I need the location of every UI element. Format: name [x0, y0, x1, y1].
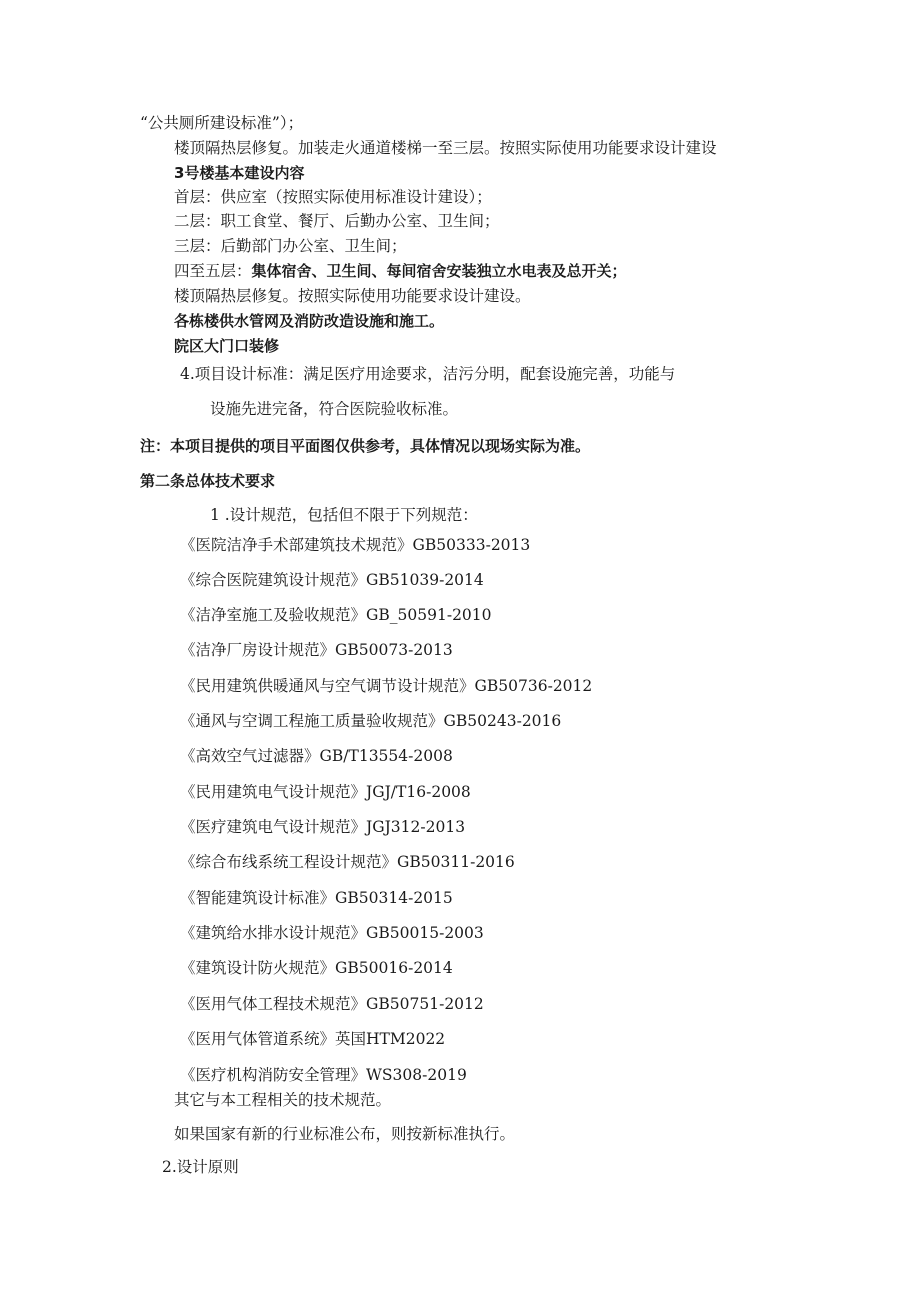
paragraph-line: 楼顶隔热层修复。加装走火通道楼梯一至三层。按照实际使用功能要求设计建设	[174, 139, 717, 157]
floor-label: 四至五层：	[174, 262, 252, 280]
section-heading: 院区大门口装修	[174, 337, 280, 355]
standard-item: 《医用气体管道系统》英国HTM2022	[180, 1030, 446, 1048]
paragraph-line: 如果国家有新的行业标准公布，则按新标准执行。	[174, 1125, 516, 1143]
subsection-heading: 2.设计原则	[162, 1158, 239, 1176]
standard-item: 《洁净室施工及验收规范》GB_50591-2010	[180, 606, 492, 624]
article-heading: 第二条总体技术要求	[140, 472, 276, 490]
standard-item: 《高效空气过滤器》GB/T13554-2008	[180, 747, 453, 765]
paragraph-line: 1 .设计规范，包括但不限于下列规范：	[210, 506, 478, 524]
paragraph-line: 三层：后勤部门办公室、卫生间；	[174, 237, 407, 255]
section-heading: 3号楼基本建设内容	[174, 164, 305, 182]
standard-item: 《医疗机构消防安全管理》WS308-2019	[180, 1066, 467, 1084]
paragraph-line: 设施先进完备，符合医院验收标准。	[210, 400, 459, 418]
standard-item: 《民用建筑电气设计规范》JGJ/T16-2008	[180, 783, 471, 801]
standard-item: 《智能建筑设计标准》GB50314-2015	[180, 889, 453, 907]
bold-text: 集体宿舍、卫生间、每间宿舍安装独立水电表及总开关；	[251, 262, 627, 280]
section-heading: 各栋楼供水管网及消防改造设施和施工。	[174, 312, 445, 330]
standard-item: 《建筑给水排水设计规范》GB50015-2003	[180, 924, 484, 942]
standard-item: 《民用建筑供暖通风与空气调节设计规范》GB50736-2012	[180, 677, 593, 695]
paragraph-line: “公共厕所建设标准”）；	[140, 114, 304, 132]
paragraph-line: 首层：供应室（按照实际使用标准设计建设）；	[174, 188, 492, 206]
paragraph-line: 其它与本工程相关的技术规范。	[174, 1091, 392, 1109]
standard-item: 《医疗建筑电气设计规范》JGJ312-2013	[180, 818, 466, 836]
standard-item: 《医用气体工程技术规范》GB50751-2012	[180, 995, 484, 1013]
paragraph-line	[174, 261, 627, 281]
paragraph-line: 楼顶隔热层修复。按照实际使用功能要求设计建设。	[174, 287, 531, 305]
standard-item: 《综合布线系统工程设计规范》GB50311-2016	[180, 853, 515, 871]
standard-item: 《建筑设计防火规范》GB50016-2014	[180, 959, 453, 977]
paragraph-line: 二层：职工食堂、餐厅、后勤办公室、卫生间；	[174, 212, 500, 230]
standard-item: 《综合医院建筑设计规范》GB51039-2014	[180, 571, 484, 589]
standard-item: 《通风与空调工程施工质量验收规范》GB50243-2016	[180, 712, 562, 730]
note-line: 注：本项目提供的项目平面图仅供参考，具体情况以现场实际为准。	[140, 437, 591, 455]
paragraph-line: 4.项目设计标准：满足医疗用途要求，洁污分明，配套设施完善，功能与	[180, 365, 676, 383]
standard-item: 《医院洁净手术部建筑技术规范》GB50333-2013	[180, 536, 531, 554]
standard-item: 《洁净厂房设计规范》GB50073-2013	[180, 641, 453, 659]
